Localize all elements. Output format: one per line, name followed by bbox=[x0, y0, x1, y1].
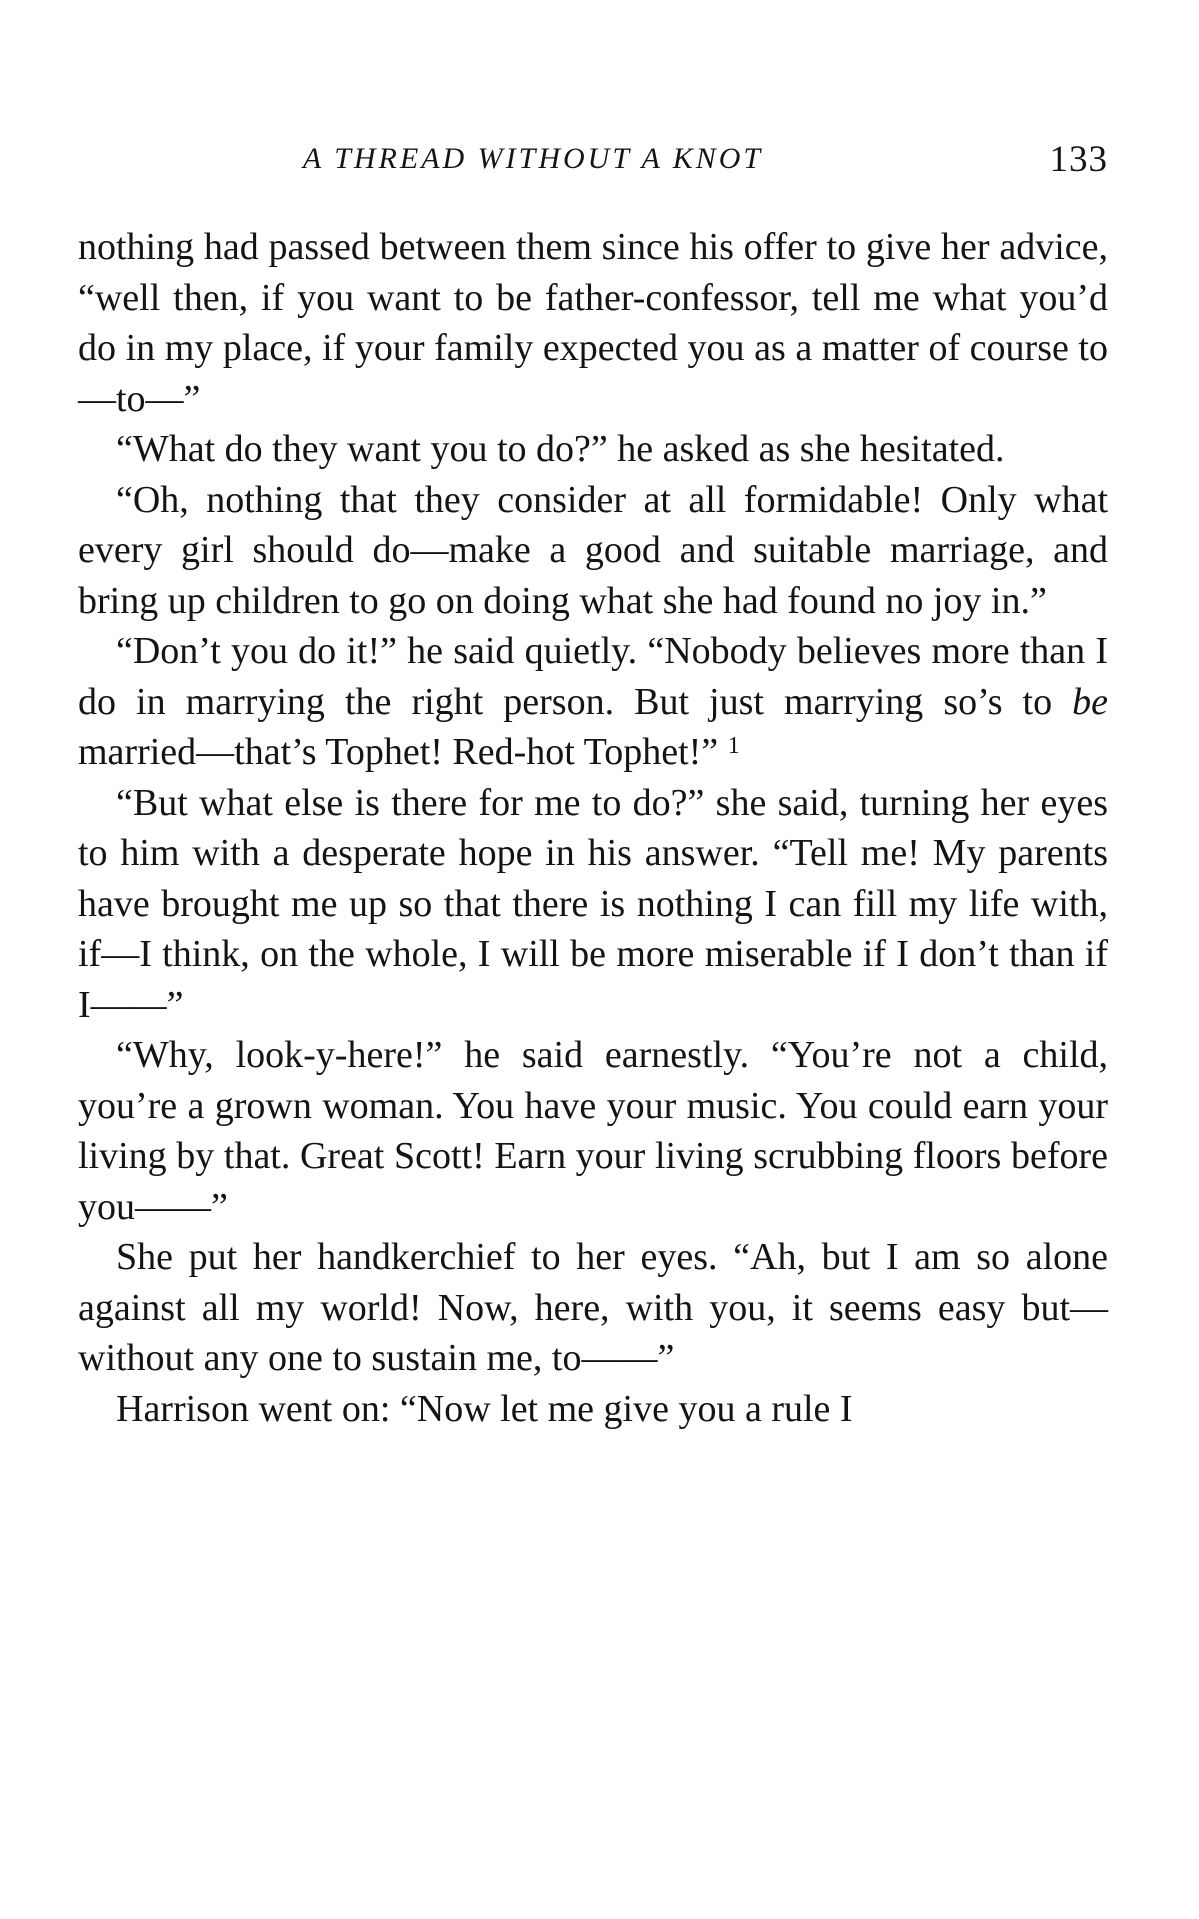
paragraph-5: “But what else is there for me to do?” she said, turning her eyes to him with a desperate hope in his answer. “Tell me! My parents have brought me up so that there is nothing I can fill my life with, if—I think, on the whole, I will be more miserable if I don’t than if I——” bbox=[78, 781, 1108, 1026]
paragraph-7: She put her handkerchief to her eyes. “Ah, but I am so alone against all my world! Now, here, with you, it seems easy but—without any one to sustain me, to——” bbox=[78, 1236, 1108, 1379]
paragraph-4-emphasis: be bbox=[1072, 680, 1108, 723]
running-header bbox=[78, 138, 1108, 184]
footnote-reference: 1 bbox=[727, 733, 740, 759]
paragraph-3: “Oh, nothing that they consider at all formidable! Only what every girl should do—make a good and suitable marriage, and bring up children to go on doing what she had found no joy in.” bbox=[78, 478, 1108, 622]
running-title: A THREAD WITHOUT A KNOT bbox=[302, 142, 764, 175]
paragraph-4-text-b: married—that’s Tophet! Red-hot Tophet!” bbox=[78, 731, 728, 773]
paragraph-4 bbox=[78, 626, 1108, 778]
paragraph-4-text-a: “Don’t you do it!” he said quietly. “Nobody believes more than I do in marrying the right person. But just marrying so’s to bbox=[78, 630, 1108, 723]
paragraph-2: “What do they want you to do?” he asked as she hesitated. bbox=[116, 428, 1005, 470]
page-number: 133 bbox=[1049, 139, 1108, 180]
paragraph-1: nothing had passed between them since his offer to give her advice, “well then, if you want to be father-confessor, tell me what you’d do in my place, if your family expected you as a matter of course to—to—” bbox=[78, 226, 1108, 420]
paragraph-8: Harrison went on: “Now let me give you a rule I bbox=[116, 1387, 853, 1430]
paragraph-6: “Why, look-y-here!” he said earnestly. “You’re not a child, you’re a grown woman. You have your music. You could earn your living by that. Great Scott! Earn your living scrubbing floors before you——” bbox=[78, 1034, 1108, 1228]
body-text bbox=[78, 222, 1108, 1434]
